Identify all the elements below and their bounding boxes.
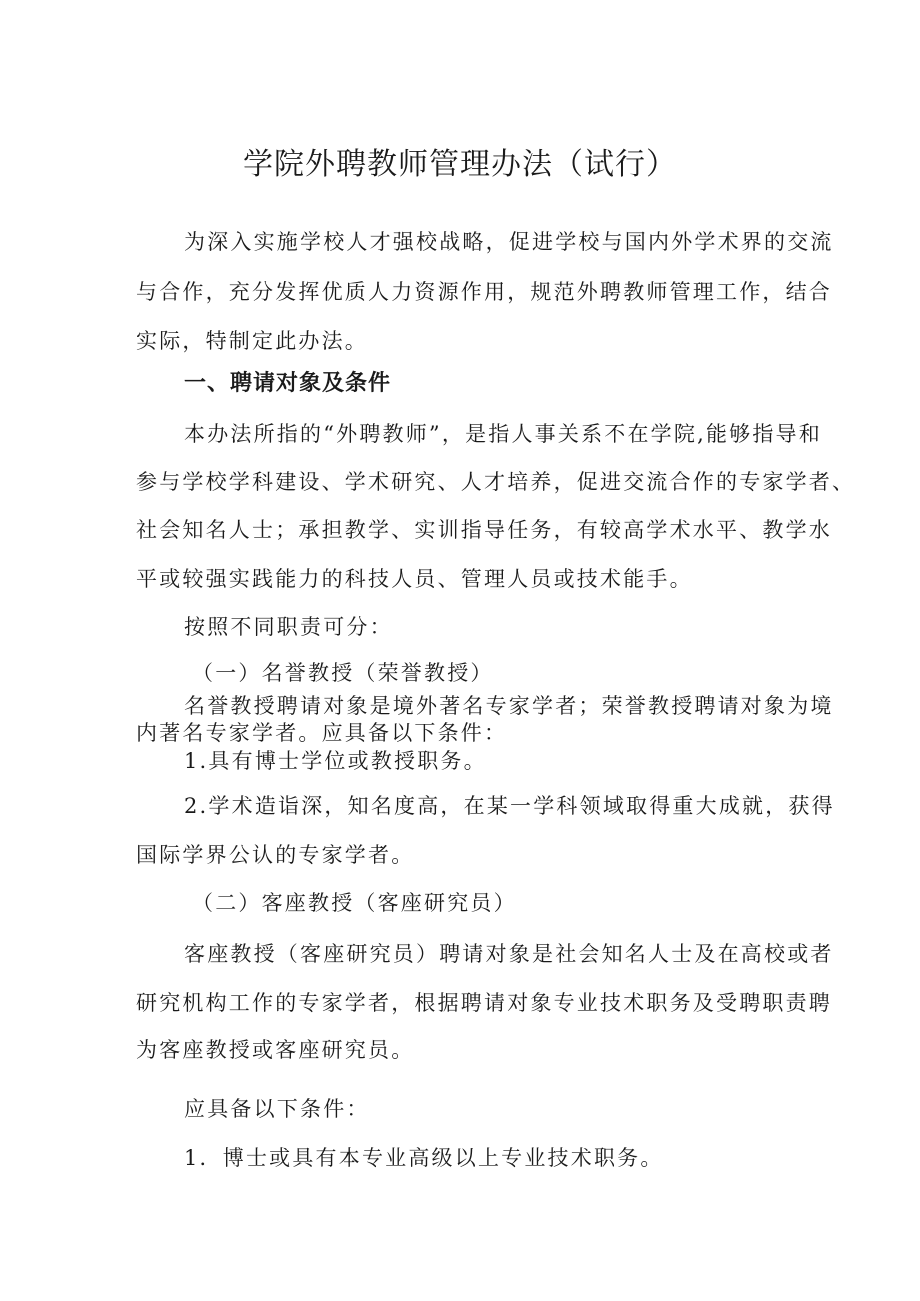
intro-line-3: 实际，特制定此办法。 — [136, 329, 368, 353]
subsection-2-body-line-1: 客座教授（客座研究员）聘请对象是社会知名人士及在高校或者 — [184, 942, 834, 966]
document-title: 学院外聘教师管理办法（试行） — [243, 147, 677, 182]
section-heading-1: 一、聘请对象及条件 — [184, 371, 392, 396]
definition-line-1: 本办法所指的“外聘教师”，是指人事关系不在学院,能够指导和 — [184, 422, 822, 446]
subsection-2-conditions: 应具备以下条件： — [184, 1097, 370, 1121]
classification-intro: 按照不同职责可分： — [184, 615, 393, 639]
subsection-2-body-line-3: 为客座教授或客座研究员。 — [136, 1038, 415, 1062]
definition-line-3: 社会知名人士；承担教学、实训指导任务，有较高学术水平、教学水 — [136, 518, 832, 542]
subsection-1-body-line-1: 名誉教授聘请对象是境外著名专家学者；荣誉教授聘请对象为境 — [184, 694, 834, 718]
subsection-1-item-1: 1.具有博士学位或教授职务。 — [184, 749, 487, 773]
intro-line-2: 与合作，充分发挥优质人力资源作用，规范外聘教师管理工作，结合 — [136, 280, 832, 304]
subsection-2-item-1: 1．博士或具有本专业高级以上专业技术职务。 — [184, 1146, 664, 1170]
subsection-heading-1: （一）名誉教授（荣誉教授） — [192, 661, 494, 685]
subsection-1-item-2-line-1: 2.学术造诣深，知名度高，在某一学科领域取得重大成就，获得 — [184, 794, 835, 818]
definition-line-2: 参与学校学科建设、学术研究、人才培养，促进交流合作的专家学者、 — [136, 470, 856, 494]
subsection-2-body-line-2: 研究机构工作的专家学者，根据聘请对象专业技术职务及受聘职责聘 — [136, 991, 832, 1015]
definition-line-4: 平或较强实践能力的科技人员、管理人员或技术能手。 — [136, 567, 693, 591]
subsection-1-item-2-line-2: 国际学界公认的专家学者。 — [136, 843, 415, 867]
subsection-heading-2: （二）客座教授（客座研究员） — [192, 891, 517, 915]
subsection-1-body-line-2: 内著名专家学者。应具备以下条件： — [136, 721, 508, 745]
intro-line-1: 为深入实施学校人才强校战略，促进学校与国内外学术界的交流 — [184, 230, 834, 254]
